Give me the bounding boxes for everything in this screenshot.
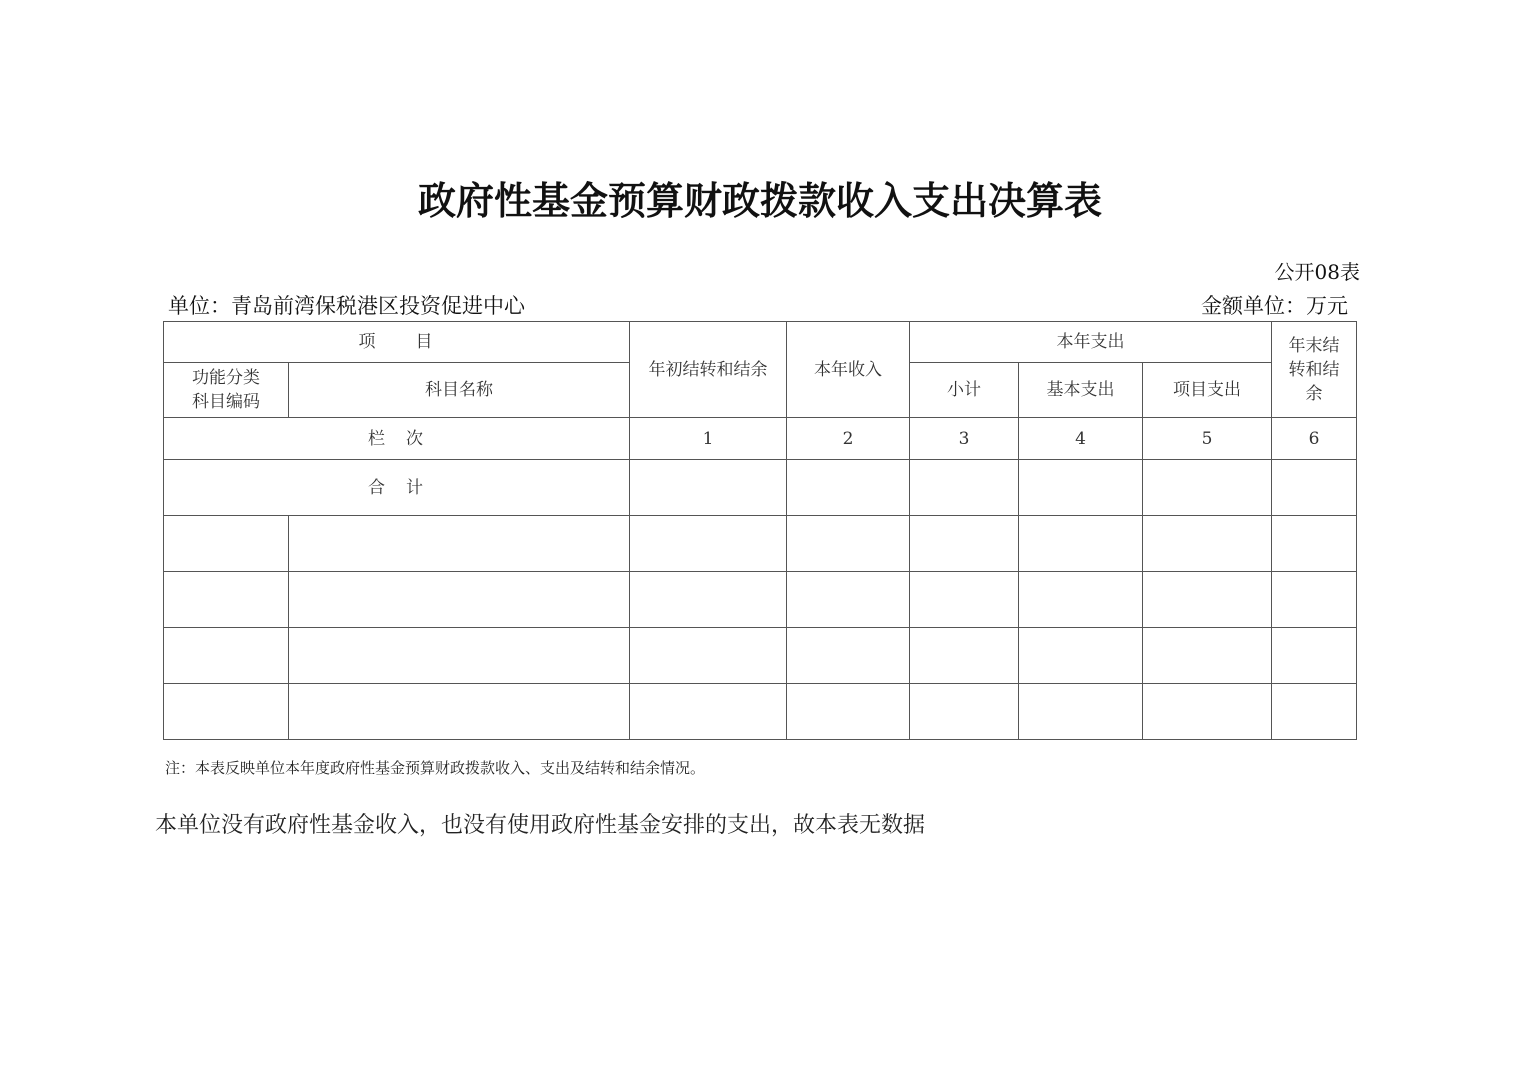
table-cell	[1272, 516, 1357, 572]
column-number-row	[164, 418, 1357, 460]
table-cell	[787, 628, 910, 684]
table-cell	[1143, 460, 1272, 516]
table-cell	[910, 572, 1019, 628]
table-cell	[910, 516, 1019, 572]
table-cell	[1143, 516, 1272, 572]
table-cell	[787, 460, 910, 516]
header-opening-balance: 年初结转和结余	[630, 322, 787, 418]
table-cell	[910, 460, 1019, 516]
table-cell	[1019, 516, 1143, 572]
table-cell	[787, 516, 910, 572]
table-cell	[1019, 460, 1143, 516]
column-number: 5	[1143, 418, 1272, 460]
table-cell-code	[164, 572, 289, 628]
total-row-label: 合 计	[164, 460, 630, 516]
table-row	[164, 516, 1357, 572]
header-func-code-line1: 功能分类	[192, 368, 260, 388]
form-number: 公开08表	[1274, 260, 1360, 284]
column-row-label: 栏 次	[164, 418, 630, 460]
table-cell-code	[164, 684, 289, 740]
table-cell	[787, 684, 910, 740]
table-cell	[630, 572, 787, 628]
header-closing-balance	[1272, 322, 1357, 418]
table-cell	[630, 628, 787, 684]
header-row-1	[164, 322, 1357, 363]
column-number: 6	[1272, 418, 1357, 460]
table-cell	[1272, 572, 1357, 628]
column-number: 3	[910, 418, 1019, 460]
table-cell-code	[164, 628, 289, 684]
header-item: 项 目	[164, 322, 630, 363]
table-cell	[1272, 460, 1357, 516]
table-cell-name	[289, 628, 630, 684]
column-number: 4	[1019, 418, 1143, 460]
no-data-statement: 本单位没有政府性基金收入，也没有使用政府性基金安排的支出，故本表无数据	[155, 813, 926, 838]
amount-unit-label: 金额单位：万元	[1201, 294, 1348, 318]
header-subject-name: 科目名称	[289, 363, 630, 418]
column-number: 1	[630, 418, 787, 460]
table-cell	[1143, 628, 1272, 684]
table-cell	[630, 684, 787, 740]
table-cell	[910, 684, 1019, 740]
table-row	[164, 628, 1357, 684]
table-cell	[1143, 572, 1272, 628]
header-project-expense: 项目支出	[1143, 363, 1272, 418]
table-note: 注：本表反映单位本年度政府性基金预算财政拨款收入、支出及结转和结余情况。	[165, 759, 706, 777]
table-row	[164, 572, 1357, 628]
table-cell	[1019, 684, 1143, 740]
table-row	[164, 684, 1357, 740]
header-subtotal: 小计	[910, 363, 1019, 418]
table-cell	[910, 628, 1019, 684]
page-title: 政府性基金预算财政拨款收入支出决算表	[417, 179, 1102, 223]
table-cell	[1272, 684, 1357, 740]
table-cell	[630, 516, 787, 572]
table-cell	[630, 460, 787, 516]
header-func-code-line2: 科目编码	[192, 392, 260, 412]
column-number: 2	[787, 418, 910, 460]
header-current-expense: 本年支出	[910, 322, 1272, 363]
header-closing-balance-line2: 转和结	[1288, 359, 1340, 380]
header-closing-balance-line3: 余	[1305, 383, 1323, 404]
table-cell-name	[289, 516, 630, 572]
table-cell-code	[164, 516, 289, 572]
total-row	[164, 460, 1357, 516]
table-cell	[1143, 684, 1272, 740]
table-cell	[1019, 572, 1143, 628]
header-basic-expense: 基本支出	[1019, 363, 1143, 418]
table-cell-name	[289, 572, 630, 628]
table-cell	[1272, 628, 1357, 684]
header-current-income: 本年收入	[787, 322, 910, 418]
table-cell-name	[289, 684, 630, 740]
unit-label: 单位：青岛前湾保税港区投资促进中心	[168, 294, 525, 318]
table-cell	[787, 572, 910, 628]
budget-table	[163, 321, 1357, 740]
header-func-code	[164, 363, 289, 418]
header-closing-balance-line1: 年末结	[1288, 335, 1340, 356]
table-cell	[1019, 628, 1143, 684]
